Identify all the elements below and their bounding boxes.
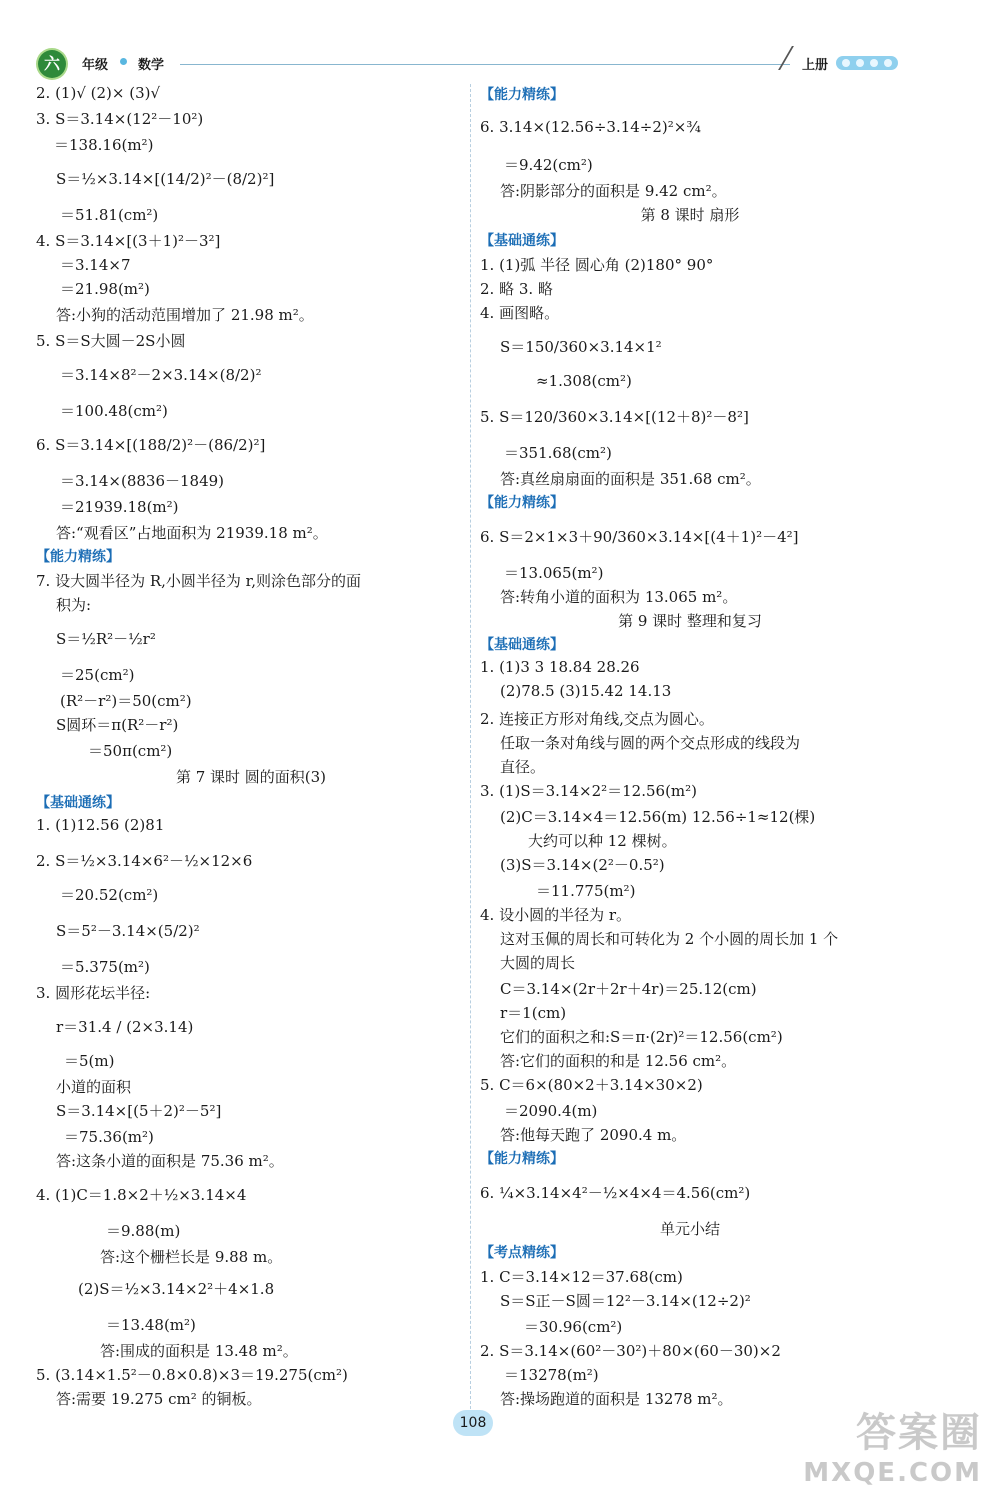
answer-line: 4. S＝3.14×[(3＋1)²－3²] <box>36 232 221 250</box>
grade-badge: 六 <box>38 50 66 78</box>
answer-line: (2)78.5 (3)15.42 14.13 <box>500 682 672 700</box>
section-tag: 【基础通练】 <box>480 233 564 249</box>
answer-line: 2. (1)√ (2)× (3)√ <box>36 84 161 102</box>
header-rule <box>180 64 790 65</box>
answer-line: 6. 3.14×(12.56÷3.14÷2)²×¾ <box>480 118 701 136</box>
answer-line: ＝3.14×8²－2×3.14×(8/2)² <box>60 366 262 384</box>
answer-line: 积为: <box>56 596 92 614</box>
answer-line: 5. C＝6×(80×2＋3.14×30×2) <box>480 1076 703 1094</box>
answer-line: ＝351.68(cm²) <box>504 444 612 462</box>
section-tag: 【能力精练】 <box>480 1151 564 1167</box>
answer-line: S＝½×3.14×[(14/2)²－(8/2)²] <box>56 170 275 188</box>
answer-line: 答:这条小道的面积是 75.36 m²。 <box>56 1152 284 1170</box>
answer-line: ＝138.16(m²) <box>54 136 154 154</box>
answer-line: ＝9.42(cm²) <box>504 156 593 174</box>
answer-line: 6. ¼×3.14×4²－½×4×4＝4.56(cm²) <box>480 1184 751 1202</box>
answer-line: 答:它们的面积的和是 12.56 cm²。 <box>500 1052 737 1070</box>
answer-line: 3. 圆形花坛半径: <box>36 984 151 1002</box>
answer-line: ＝9.88(m) <box>106 1222 181 1240</box>
answer-line: ＝5.375(m²) <box>60 958 150 976</box>
slash-decoration <box>778 46 794 70</box>
answer-line: 1. (1)弧 半径 圆心角 (2)180° 90° <box>480 256 714 274</box>
subject-label: 数学 <box>138 58 165 73</box>
answer-line: ＝25(cm²) <box>60 666 135 684</box>
answer-line: 5. S＝S大圆－2S小圆 <box>36 332 186 350</box>
answer-line: (2)S＝½×3.14×2²＋4×1.8 <box>78 1280 275 1298</box>
answer-line: ＝3.14×(8836－1849) <box>60 472 225 490</box>
answer-line: 4. 设小圆的半径为 r。 <box>480 906 632 924</box>
answer-line: ＝11.775(m²) <box>536 882 636 900</box>
answer-line: ＝5(m) <box>64 1052 115 1070</box>
watermark-logo: 答案圈 <box>856 1410 982 1456</box>
dots-decoration-icon <box>836 56 898 70</box>
answer-line: 任取一条对角线与圆的两个交点形成的线段为 <box>500 734 801 752</box>
answer-line: (3)S＝3.14×(2²－0.5²) <box>500 856 665 874</box>
answer-line: 6. S＝3.14×[(188/2)²－(86/2)²] <box>36 436 266 454</box>
answer-line: 1. (1)3 3 18.84 28.26 <box>480 658 640 676</box>
answer-line: ＝3.14×7 <box>60 256 131 274</box>
answer-line: 5. S＝120/360×3.14×[(12＋8)²－8²] <box>480 408 749 426</box>
answer-line: ＝75.36(m²) <box>64 1128 154 1146</box>
answer-line: S＝S正－S圆＝12²－3.14×(12÷2)² <box>500 1292 751 1310</box>
answer-line: 答:转角小道的面积为 13.065 m²。 <box>500 588 738 606</box>
answer-line: 6. S＝2×1×3＋90/360×3.14×[(4＋1)²－4²] <box>480 528 799 546</box>
answer-line: ＝2090.4(m) <box>504 1102 598 1120</box>
answer-line: 答:小狗的活动范围增加了 21.98 m²。 <box>56 306 314 324</box>
section-tag: 【考点精练】 <box>480 1245 564 1261</box>
section-tag: 【能力精练】 <box>36 549 120 565</box>
section-tag: 【能力精练】 <box>480 495 564 511</box>
answer-line: 2. 略 3. 略 <box>480 280 553 298</box>
answer-line: 答:真丝扇扇面的面积是 351.68 cm²。 <box>500 470 761 488</box>
answer-line: 4. 画图略。 <box>480 304 560 322</box>
answer-line: C＝3.14×(2r＋2r＋4r)＝25.12(cm) <box>500 980 757 998</box>
column-divider <box>470 84 471 1414</box>
answer-line: 4. (1)C＝1.8×2＋½×3.14×4 <box>36 1186 247 1204</box>
answer-line: 答:操场跑道的面积是 13278 m²。 <box>500 1390 733 1408</box>
answer-line: 答:围成的面积是 13.48 m²。 <box>100 1342 298 1360</box>
answer-line: ＝51.81(cm²) <box>60 206 159 224</box>
answer-line: 3. S＝3.14×(12²－10²) <box>36 110 204 128</box>
answer-line: 这对玉佩的周长和可转化为 2 个小圆的周长加 1 个 <box>500 930 839 948</box>
page-header <box>30 44 900 80</box>
answer-line: 答:需要 19.275 cm² 的铜板。 <box>56 1390 262 1408</box>
dot-icon <box>120 58 127 65</box>
answer-line: ＝13.065(m²) <box>504 564 604 582</box>
answer-line: 答:他每天跑了 2090.4 m。 <box>500 1126 687 1144</box>
answer-line: ＝100.48(cm²) <box>60 402 168 420</box>
watermark-site: MXQE.COM <box>803 1458 982 1488</box>
lesson-title: 第 8 课时 扇形 <box>640 206 740 224</box>
answer-line: S圆环＝π(R²－r²) <box>56 716 179 734</box>
answer-line: 它们的面积之和:S＝π·(2r)²＝12.56(cm²) <box>500 1028 783 1046</box>
answer-line: 答:“观看区”占地面积为 21939.18 m²。 <box>56 524 328 542</box>
lesson-title: 单元小结 <box>659 1220 720 1238</box>
lesson-title: 第 9 课时 整理和复习 <box>618 612 762 630</box>
answer-line: ≈1.308(cm²) <box>536 372 632 390</box>
answer-line: 1. C＝3.14×12＝37.68(cm) <box>480 1268 683 1286</box>
answer-line: 5. (3.14×1.5²－0.8×0.8)×3＝19.275(cm²) <box>36 1366 348 1384</box>
answer-line: 答:阴影部分的面积是 9.42 cm²。 <box>500 182 727 200</box>
answer-line: ＝21939.18(m²) <box>60 498 179 516</box>
answer-line: (R²－r²)＝50(cm²) <box>60 692 192 710</box>
answer-line: S＝5²－3.14×(5/2)² <box>56 922 200 940</box>
answer-line: r＝1(cm) <box>500 1004 567 1022</box>
answer-line: (2)C＝3.14×4＝12.56(m) 12.56÷1≈12(棵) <box>500 808 816 826</box>
answer-line: ＝20.52(cm²) <box>60 886 159 904</box>
answer-line: 直径。 <box>500 758 546 776</box>
page-number: 108 <box>453 1410 493 1436</box>
answer-line: 小道的面积 <box>56 1078 132 1096</box>
volume-label: 上册 <box>802 58 829 73</box>
answer-line: S＝½R²－½r² <box>56 630 156 648</box>
answer-line: 2. S＝3.14×(60²－30²)＋80×(60－30)×2 <box>480 1342 781 1360</box>
answer-line: r＝31.4 / (2×3.14) <box>56 1018 194 1036</box>
answer-line: 大约可以种 12 棵树。 <box>528 832 677 850</box>
answer-line: ＝21.98(m²) <box>60 280 150 298</box>
answer-line: 答:这个栅栏长是 9.88 m。 <box>100 1248 283 1266</box>
section-tag: 【基础通练】 <box>480 637 564 653</box>
answer-line: ＝50π(cm²) <box>88 742 173 760</box>
lesson-title: 第 7 课时 圆的面积(3) <box>175 768 327 786</box>
answer-line: ＝13.48(m²) <box>106 1316 196 1334</box>
answer-line: S＝3.14×[(5＋2)²－5²] <box>56 1102 222 1120</box>
watermark <box>803 1401 982 1488</box>
answer-line: S＝150/360×3.14×1² <box>500 338 662 356</box>
answer-line: ＝13278(m²) <box>504 1366 599 1384</box>
answer-line: ＝30.96(cm²) <box>524 1318 623 1336</box>
answer-line: 1. (1)12.56 (2)81 <box>36 816 165 834</box>
grade-label: 年级 <box>82 58 109 73</box>
section-tag: 【能力精练】 <box>480 87 564 103</box>
answer-line: 2. 连接正方形对角线,交点为圆心。 <box>480 710 714 728</box>
answer-line: 3. (1)S＝3.14×2²＝12.56(m²) <box>480 782 698 800</box>
answer-line: 7. 设大圆半径为 R,小圆半径为 r,则涂色部分的面 <box>36 572 361 590</box>
section-tag: 【基础通练】 <box>36 795 120 811</box>
answer-line: 大圆的周长 <box>500 954 576 972</box>
answer-line: 2. S＝½×3.14×6²－½×12×6 <box>36 852 253 870</box>
